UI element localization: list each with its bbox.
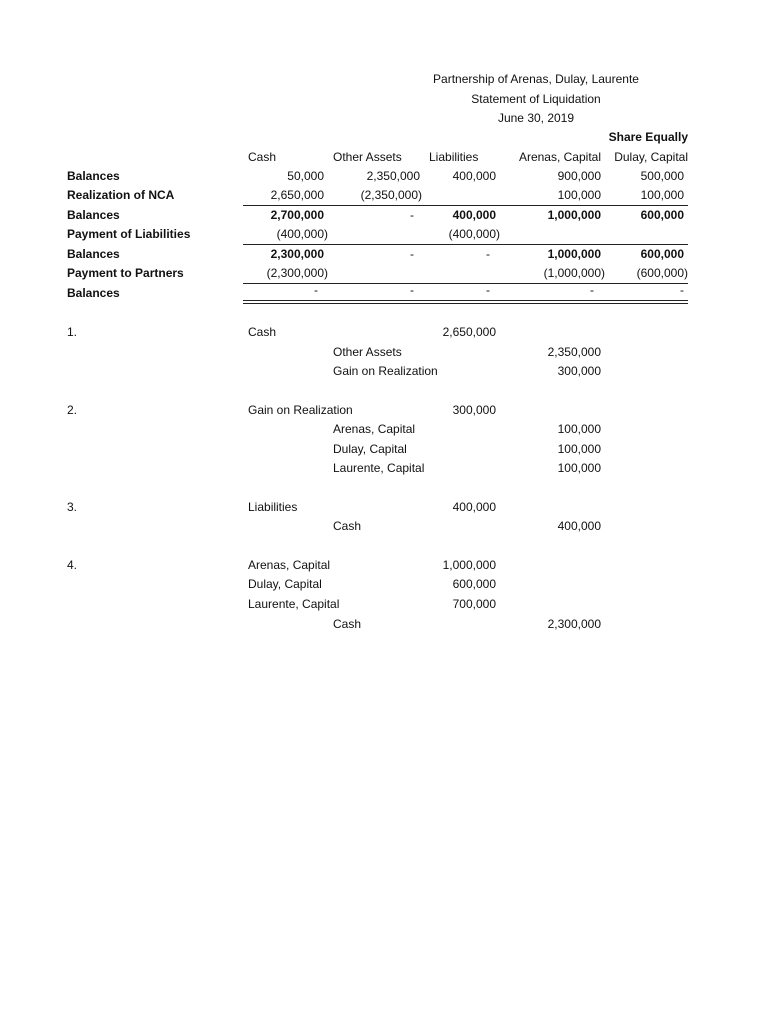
table-cell: 900,000 [557, 169, 601, 183]
credit-amount: 300,000 [557, 364, 601, 378]
credit-account: Cash [333, 617, 362, 631]
entry-number: 4. [67, 558, 78, 572]
credit-amount: 100,000 [557, 461, 601, 475]
credit-account: Laurente, Capital [333, 461, 425, 475]
double-rule-top [243, 300, 688, 301]
col-header-dulay-capital: Dulay, Capital [614, 150, 688, 164]
debit-amount: 2,650,000 [442, 325, 496, 339]
row-label: Balances [67, 286, 120, 300]
table-cell: - [410, 247, 414, 261]
table-cell: (2,350,000) [360, 188, 422, 202]
subtotal-rule [243, 205, 688, 206]
subtotal-rule [243, 244, 688, 245]
col-header-other-assets: Other Assets [333, 150, 402, 164]
debit-account: Cash [248, 325, 277, 339]
credit-amount: 400,000 [557, 519, 601, 533]
table-cell: 600,000 [640, 208, 684, 222]
credit-account: Cash [333, 519, 362, 533]
table-cell: 50,000 [287, 169, 324, 183]
table-cell: 1,000,000 [547, 208, 601, 222]
table-cell: - [486, 247, 490, 261]
col-header-liabilities: Liabilities [429, 150, 479, 164]
table-cell: 400,000 [452, 169, 496, 183]
statement-date: June 30, 2019 [497, 111, 575, 125]
credit-account: Other Assets [333, 345, 402, 359]
credit-amount: 2,350,000 [547, 345, 601, 359]
row-label: Balances [67, 247, 120, 261]
table-cell: (400,000) [448, 227, 500, 241]
row-label: Payment to Partners [67, 266, 184, 280]
debit-account: Dulay, Capital [248, 577, 322, 591]
row-label: Realization of NCA [67, 188, 175, 202]
debit-amount: 300,000 [452, 403, 496, 417]
table-cell: 1,000,000 [547, 247, 601, 261]
debit-account: Gain on Realization [248, 403, 353, 417]
partnership-name: Partnership of Arenas, Dulay, Laurente [433, 72, 639, 86]
debit-account: Arenas, Capital [248, 558, 331, 572]
table-cell: 2,650,000 [270, 188, 324, 202]
table-cell: - [410, 283, 414, 297]
credit-account: Dulay, Capital [333, 442, 407, 456]
debit-amount: 400,000 [452, 500, 496, 514]
row-label: Balances [67, 208, 120, 222]
table-cell: 500,000 [640, 169, 684, 183]
debit-account: Laurente, Capital [248, 597, 340, 611]
table-cell: (2,300,000) [266, 266, 328, 280]
table-cell: 2,700,000 [270, 208, 324, 222]
credit-account: Gain on Realization [333, 364, 438, 378]
col-header-cash: Cash [248, 150, 277, 164]
table-cell: 400,000 [452, 208, 496, 222]
entry-number: 2. [67, 403, 78, 417]
credit-account: Arenas, Capital [333, 422, 416, 436]
credit-amount: 2,300,000 [547, 617, 601, 631]
table-cell: (400,000) [276, 227, 328, 241]
subtotal-rule [243, 283, 688, 284]
entry-number: 3. [67, 500, 78, 514]
table-cell: 2,350,000 [366, 169, 420, 183]
debit-amount: 1,000,000 [442, 558, 496, 572]
double-rule-bottom [243, 303, 688, 304]
statement-title: Statement of Liquidation [471, 92, 601, 106]
table-cell: 600,000 [640, 247, 684, 261]
row-label: Balances [67, 169, 120, 183]
credit-amount: 100,000 [557, 422, 601, 436]
table-cell: (1,000,000) [543, 266, 605, 280]
table-cell: - [314, 283, 318, 297]
col-header-arenas-capital: Arenas, Capital [518, 150, 601, 164]
table-cell: 100,000 [640, 188, 684, 202]
table-cell: - [486, 283, 490, 297]
share-note: Share Equally [608, 130, 688, 144]
credit-amount: 100,000 [557, 442, 601, 456]
table-cell: (600,000) [636, 266, 688, 280]
entry-number: 1. [67, 325, 78, 339]
table-cell: 100,000 [557, 188, 601, 202]
debit-amount: 700,000 [452, 597, 496, 611]
debit-account: Liabilities [248, 500, 298, 514]
debit-amount: 600,000 [452, 577, 496, 591]
table-cell: - [590, 283, 594, 297]
table-cell: - [410, 208, 414, 222]
table-cell: - [680, 283, 684, 297]
row-label: Payment of Liabilities [67, 227, 191, 241]
table-cell: 2,300,000 [270, 247, 324, 261]
